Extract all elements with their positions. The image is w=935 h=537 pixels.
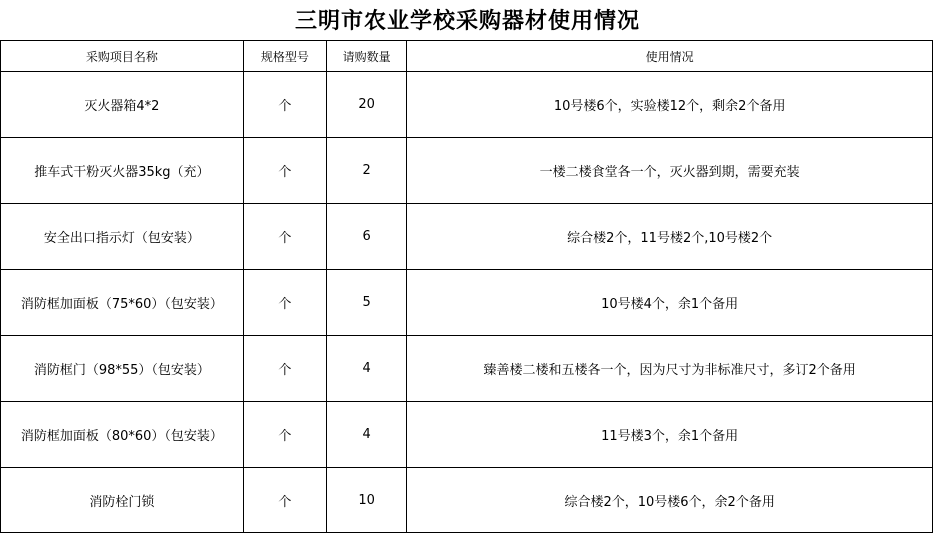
cell-spec[interactable]: 个 [243, 336, 326, 402]
cell-item-name[interactable]: 消防框加面板（75*60）（包安装） [1, 270, 244, 336]
cell-usage[interactable]: 10号楼4个，余1个备用 [407, 270, 933, 336]
cell-spec[interactable]: 个 [243, 270, 326, 336]
sheet-title: 三明市农业学校采购器材使用情况 [294, 9, 640, 34]
procurement-table [0, 40, 933, 533]
header-quantity[interactable]: 请购数量 [327, 41, 407, 72]
header-row [1, 41, 933, 72]
header-usage[interactable]: 使用情况 [407, 41, 933, 72]
cell-quantity[interactable]: 4 [327, 336, 407, 402]
cell-spec[interactable]: 个 [243, 72, 326, 138]
cell-quantity[interactable]: 4 [327, 402, 407, 468]
cell-item-name[interactable]: 安全出口指示灯（包安装） [1, 204, 244, 270]
cell-quantity[interactable]: 6 [327, 204, 407, 270]
cell-item-name[interactable]: 消防栓门锁 [1, 468, 244, 533]
cell-usage[interactable]: 综合楼2个，11号楼2个,10号楼2个 [407, 204, 933, 270]
cell-item-name[interactable]: 消防框门（98*55）（包安装） [1, 336, 244, 402]
cell-item-name[interactable]: 灭火器箱4*2 [1, 72, 244, 138]
cell-usage[interactable]: 11号楼3个，余1个备用 [407, 402, 933, 468]
table-row [1, 204, 933, 270]
cell-quantity[interactable]: 20 [327, 72, 407, 138]
cell-usage[interactable]: 综合楼2个，10号楼6个，余2个备用 [407, 468, 933, 533]
cell-usage[interactable]: 一楼二楼食堂各一个，灭火器到期，需要充装 [407, 138, 933, 204]
cell-quantity[interactable]: 5 [327, 270, 407, 336]
cell-item-name[interactable]: 推车式干粉灭火器35kg（充） [1, 138, 244, 204]
cell-spec[interactable]: 个 [243, 402, 326, 468]
header-item-name[interactable]: 采购项目名称 [1, 41, 244, 72]
table-row [1, 402, 933, 468]
cell-usage[interactable]: 10号楼6个，实验楼12个，剩余2个备用 [407, 72, 933, 138]
table-row [1, 72, 933, 138]
cell-item-name[interactable]: 消防框加面板（80*60）（包安装） [1, 402, 244, 468]
header-spec[interactable]: 规格型号 [243, 41, 326, 72]
table-row [1, 270, 933, 336]
cell-spec[interactable]: 个 [243, 204, 326, 270]
cell-usage[interactable]: 臻善楼二楼和五楼各一个，因为尺寸为非标准尺寸，多订2个备用 [407, 336, 933, 402]
table-row [1, 336, 933, 402]
table-row [1, 468, 933, 533]
cell-spec[interactable]: 个 [243, 468, 326, 533]
cell-quantity[interactable]: 10 [327, 468, 407, 533]
table-row [1, 138, 933, 204]
cell-quantity[interactable]: 2 [327, 138, 407, 204]
cell-spec[interactable]: 个 [243, 138, 326, 204]
